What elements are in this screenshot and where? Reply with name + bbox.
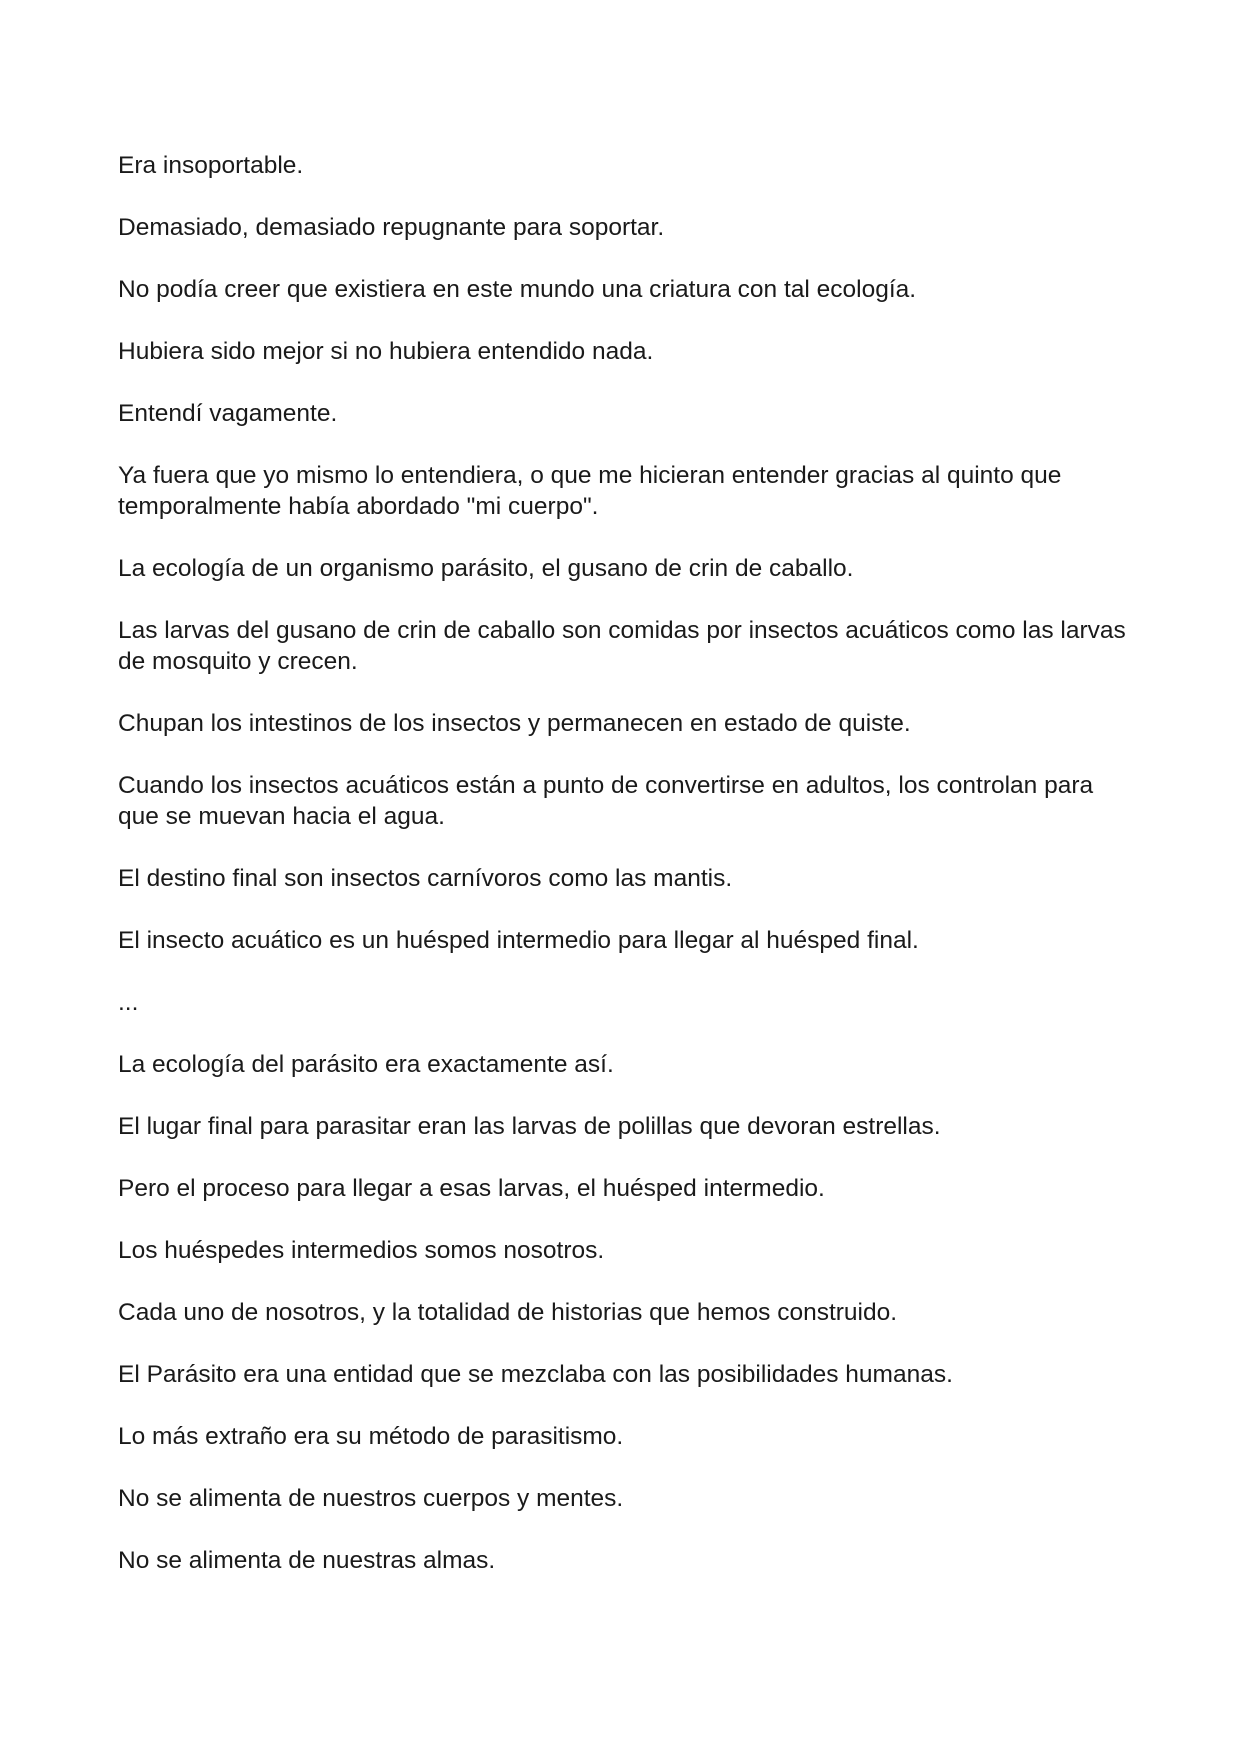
paragraph: El lugar final para parasitar eran las larvas de polillas que devoran estrellas.: [118, 1113, 941, 1140]
paragraph: Pero el proceso para llegar a esas larvas, el huésped intermedio.: [118, 1175, 825, 1202]
document-body: [118, 150, 1128, 1607]
paragraph: El insecto acuático es un huésped intermedio para llegar al huésped final.: [118, 927, 919, 954]
paragraph: Los huéspedes intermedios somos nosotros.: [118, 1237, 605, 1264]
paragraph: Entendí vagamente.: [118, 400, 338, 427]
ellipsis-paragraph: ...: [118, 989, 139, 1016]
paragraph: Era insoportable.: [118, 152, 304, 179]
paragraph: La ecología del parásito era exactamente así.: [118, 1051, 614, 1078]
paragraph: La ecología de un organismo parásito, el gusano de crin de caballo.: [118, 555, 854, 582]
paragraph: Chupan los intestinos de los insectos y permanecen en estado de quiste.: [118, 710, 911, 737]
paragraph: Las larvas del gusano de crin de caballo son comidas por insectos acuáticos como las larvas de mosquito y crecen.: [118, 617, 1126, 675]
paragraph: El Parásito era una entidad que se mezclaba con las posibilidades humanas.: [118, 1361, 953, 1388]
paragraph: El destino final son insectos carnívoros como las mantis.: [118, 865, 733, 892]
paragraph: Hubiera sido mejor si no hubiera entendido nada.: [118, 338, 654, 365]
paragraph: Cada uno de nosotros, y la totalidad de historias que hemos construido.: [118, 1299, 898, 1326]
paragraph: No se alimenta de nuestras almas.: [118, 1547, 496, 1574]
paragraph: No se alimenta de nuestros cuerpos y mentes.: [118, 1485, 624, 1512]
paragraph: Cuando los insectos acuáticos están a punto de convertirse en adultos, los controlan para que se muevan hacia el agua.: [118, 772, 1094, 830]
paragraph: Lo más extraño era su método de parasitismo.: [118, 1423, 624, 1450]
paragraph: No podía creer que existiera en este mundo una criatura con tal ecología.: [118, 276, 917, 303]
paragraph: Ya fuera que yo mismo lo entendiera, o que me hicieran entender gracias al quinto que temporalmente había abordado "mi cuerpo".: [118, 462, 1062, 520]
paragraph: Demasiado, demasiado repugnante para soportar.: [118, 214, 665, 241]
